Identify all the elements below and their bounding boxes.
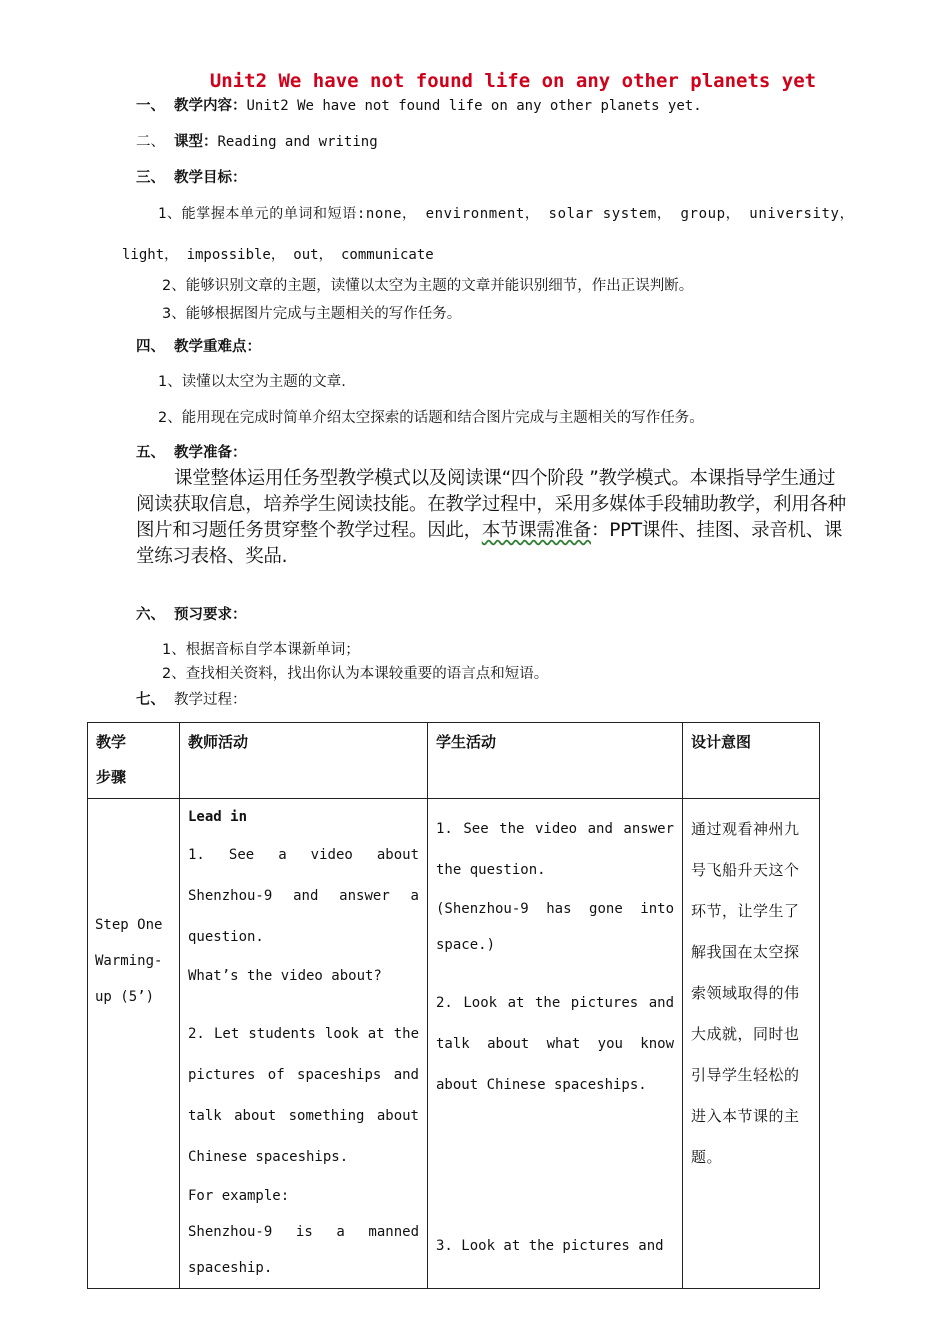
section-number: 五、 bbox=[136, 445, 165, 461]
goal-1: 1、能掌握本单元的单词和短语:none， environment， solar system， group， university， bbox=[158, 206, 855, 222]
section-label: 教学过程： bbox=[174, 692, 247, 708]
section-label: 课型： bbox=[174, 134, 218, 150]
step-line: up (5’) bbox=[95, 989, 155, 1005]
key-point-1: 1、读懂以太空为主题的文章. bbox=[158, 374, 346, 390]
design-intent-cell: 通过观看神州九号飞船升天这个环节，让学生了解我国在太空探索领域取得的伟大成就，同时也引导学生轻松的进入本节课的主题。 bbox=[683, 799, 820, 1289]
teacher-step-1: 1. See a video about Shenzhou-9 and answer a question. bbox=[188, 847, 419, 945]
section-label: 教学准备： bbox=[174, 445, 247, 461]
teacher-example-label: For example: bbox=[188, 1188, 290, 1204]
header-step-line2: 步骤 bbox=[96, 768, 127, 786]
step-line: Warming- bbox=[95, 953, 163, 969]
key-point-2: 2、能用现在完成时简单介绍太空探索的话题和结合图片完成与主题相关的写作任务。 bbox=[158, 410, 704, 426]
teacher-question: What’s the video about? bbox=[188, 968, 382, 984]
section-content bbox=[136, 96, 702, 116]
goal-1-cont: light， impossible， out， communicate bbox=[122, 247, 434, 263]
preparation-text-end: ：PPT课件、挂图、录音机、课堂练习表格、奖品. bbox=[136, 520, 843, 567]
section-preview bbox=[136, 605, 247, 625]
student-step-2: 2. Look at the pictures and talk about what you know about Chinese spaceships. bbox=[436, 995, 674, 1093]
table-header-row bbox=[88, 723, 820, 799]
preview-1: 1、根据音标自学本课新单词； bbox=[162, 642, 360, 658]
section-key-points bbox=[136, 337, 261, 357]
goal-3: 3、能够根据图片完成与主题相关的写作任务。 bbox=[162, 306, 462, 322]
section-number: 二、 bbox=[136, 134, 165, 150]
header-student: 学生活动 bbox=[428, 723, 683, 799]
preview-2: 2、查找相关资料，找出你认为本课较重要的语言点和短语。 bbox=[162, 666, 549, 682]
lead-in-heading: Lead in bbox=[188, 809, 248, 825]
section-process bbox=[136, 690, 247, 710]
student-step-1: 1. See the video and answer the question. bbox=[436, 821, 674, 878]
header-step bbox=[88, 723, 180, 799]
step-line: Step One bbox=[95, 917, 163, 933]
section-lesson-type bbox=[136, 132, 378, 152]
section-label: 教学重难点： bbox=[174, 339, 261, 355]
student-answer: (Shenzhou-9 has gone into space.) bbox=[436, 901, 674, 953]
section-number: 一、 bbox=[136, 98, 165, 114]
section-number: 六、 bbox=[136, 607, 165, 623]
table-row bbox=[88, 799, 820, 1289]
document-title: Unit2 We have not found life on any other planets yet bbox=[209, 70, 817, 92]
preparation-underlined: 本节课需准备 bbox=[481, 520, 592, 541]
step-cell bbox=[88, 799, 180, 1289]
section-preparation bbox=[136, 443, 247, 463]
teacher-example: Shenzhou-9 is a manned spaceship. bbox=[188, 1224, 419, 1276]
section-number: 四、 bbox=[136, 339, 165, 355]
section-value: Reading and writing bbox=[217, 134, 378, 150]
section-label: 预习要求： bbox=[174, 607, 247, 623]
section-number: 七、 bbox=[136, 692, 165, 708]
header-step-line1: 教学 bbox=[96, 733, 127, 751]
preparation-text: 课堂整体运用任务型教学模式以及阅读课“四个阶段 ”教学模式。本课指导学生通过阅读获取信息，培养学生阅读技能。在教学过程中，采用多媒体手段辅助教学，利用各种图片和习题任务贯穿整个教学过程。因此， bbox=[136, 468, 846, 541]
header-teacher: 教师活动 bbox=[180, 723, 428, 799]
student-activity-cell bbox=[428, 799, 683, 1289]
header-intent: 设计意图 bbox=[683, 723, 820, 799]
goal-2: 2、能够识别文章的主题，读懂以太空为主题的文章并能识别细节，作出正误判断。 bbox=[162, 278, 694, 294]
teaching-process-table bbox=[87, 722, 820, 1289]
teacher-activity-cell bbox=[180, 799, 428, 1289]
section-label: 教学内容： bbox=[174, 98, 247, 114]
section-number: 三、 bbox=[136, 170, 165, 186]
student-step-3: 3. Look at the pictures and bbox=[436, 1238, 664, 1254]
preparation-paragraph bbox=[136, 466, 846, 570]
teacher-step-2: 2. Let students look at the pictures of spaceships and talk about something about Chinese spaceships. bbox=[188, 1026, 419, 1165]
section-value: Unit2 We have not found life on any other planets yet. bbox=[246, 98, 702, 114]
section-goals bbox=[136, 168, 247, 188]
section-label: 教学目标： bbox=[174, 170, 247, 186]
